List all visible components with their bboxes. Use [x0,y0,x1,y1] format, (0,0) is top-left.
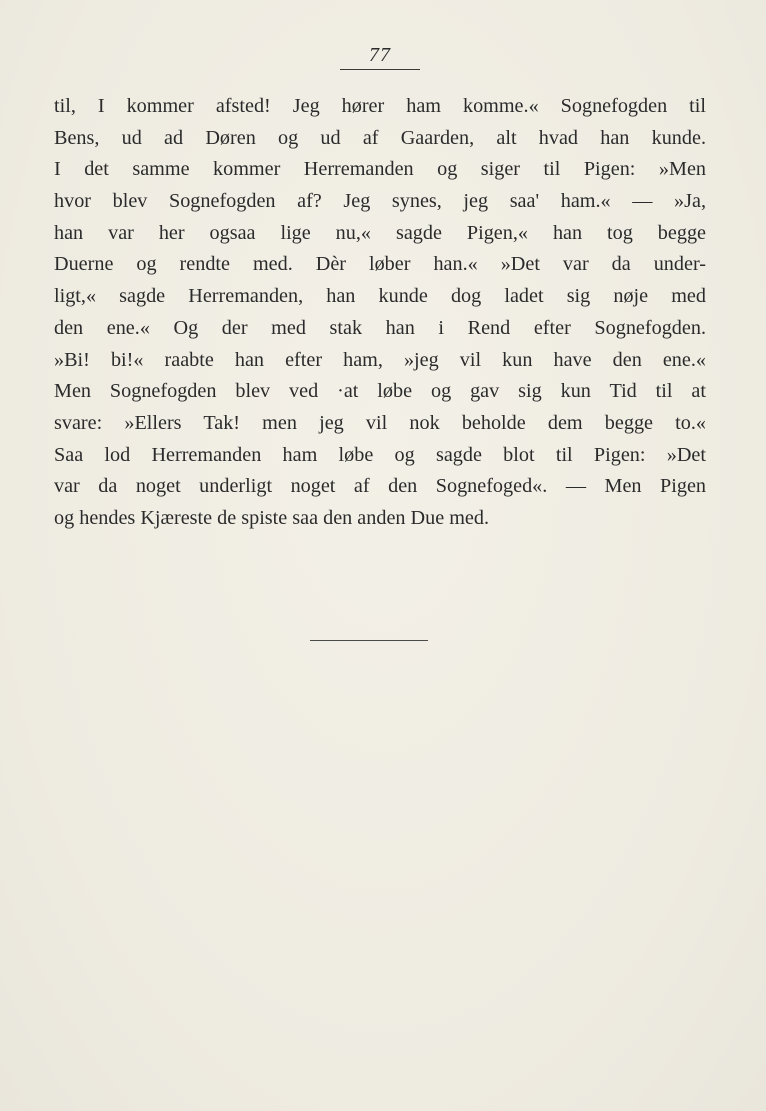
text-line: svare: »Ellers Tak! men jeg vil nok beholde dem begge to.« [54,411,706,434]
text-line: den ene.« Og der med stak han i Rend efter Sognefogden. [54,316,706,339]
text-line: Duerne og rendte med. Dèr løber han.« »Det var da under- [54,253,706,276]
text-line: I det samme kommer Herremanden og siger til Pigen: »Men [54,158,706,181]
text-line: og hendes Kjæreste de spiste saa den anden Due med. [54,506,490,529]
text-line: Bens, ud ad Døren og ud af Gaarden, alt hvad han kunde. [54,126,706,149]
text-line: ligt,« sagde Herremanden, han kunde dog ladet sig nøje med [54,285,706,308]
text-line: »Bi! bi!« raabte han efter ham, »jeg vil kun have den ene.« [54,348,706,371]
text-line: han var her ogsaa lige nu,« sagde Pigen,« han tog begge [54,221,706,244]
page-number: 77 [340,43,420,70]
text-line: til, I kommer afsted! Jeg hører ham komme.« Sognefogden til [54,95,706,117]
text-line: hvor blev Sognefogden af? Jeg synes, jeg saa' ham.« — »Ja, [54,190,706,213]
body-text [54,91,706,535]
text-line: var da noget underligt noget af den Sognefoged«. — Men Pigen [54,475,706,498]
text-line: Men Sognefogden blev ved ·at løbe og gav sig kun Tid til at [54,380,706,403]
end-rule [310,640,428,641]
text-line: Saa lod Herremanden ham løbe og sagde blot til Pigen: »Det [54,443,706,466]
